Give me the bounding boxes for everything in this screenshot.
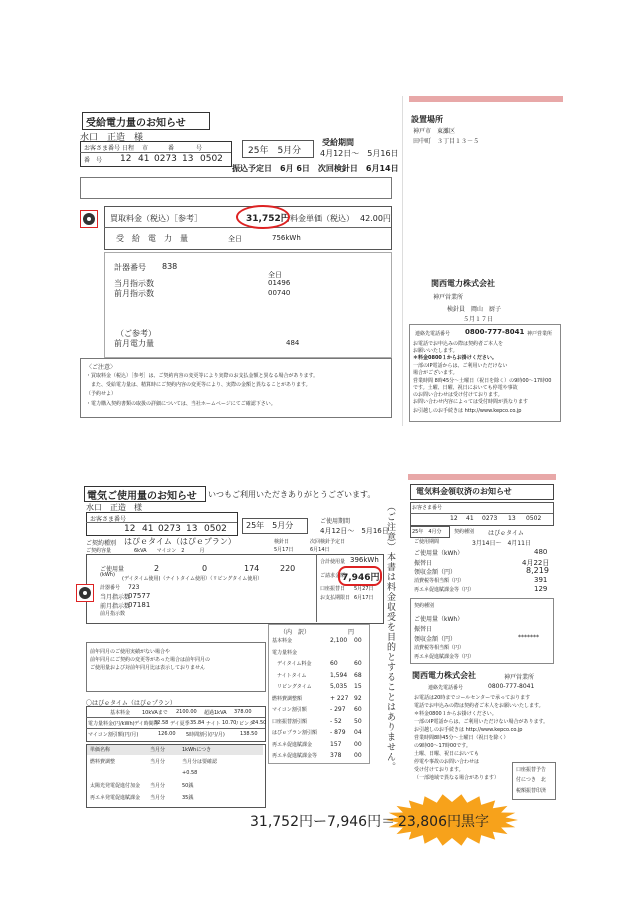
breakdown-decimal: 60 (354, 660, 362, 667)
breakdown-label: マイコン割引額 (272, 707, 307, 713)
bottom-usage-period-label: ご使用期間 (320, 518, 351, 525)
bottom-side-plan: はぴｅタイム (488, 530, 524, 537)
bottom-charge-highlight (338, 566, 382, 586)
breakdown-label: ナイトタイム (272, 672, 307, 679)
bottom-side-info-line: 土曜、日曜、祝日においても (414, 751, 480, 757)
breakdown-decimal: 92 (354, 694, 362, 702)
bottom-notice: 電気ご使用量のお知らせ いつもご利用いただきありがとうございます。 水口 正造 様 お客さま番号 12 41 0273 13 0502 25年 5月分 ご使用期間 4月12日～ 5月16日 ご契約種別 はぴｅタイム（はぴｅプラン） ご契約容量 6kVA マイコン 2 月 検針日 5月17日 次回検針予定日 6月14日 ご使用量 (kWh) 2 0 174 220 (デイタイム使用)（ナイトタイム使用）（リビングタイム使用） 計器番号 723 当月指示数 07577 前月指示数 07181 前月指示数 合計使用量 396kWh ご請求金額 7,946円 口座振替日 5月27日 お支払期限日 6月17日 （内 訳） 円 前年同月のご使用実績がない場合や 前年同月にご契約の変更等があった場合は前年同月の ご使用量および対前年同月比は表示しておりません 〇はぴｅタイム（はぴｅプラン） 基本料金 10kVAまで 2100.00 超過1kVA 378.00 電力量料金(円/kWh) デイ時間帯 32.58 デイ夏季 35.84 ナイト 10.70 リビング 24.50 マイコン割引額(円/月) 126.00 5時間割引(円/月) 138.50 （ご注意）本書は料金収受を目的とすることはありません。 基本料金 2,100 00 電力量料金 デイタイム料金 60 60 ナイトタイム 1,594 68 リビングタイム 5,035 15 燃料費調整額 + 227 92 マイコン割引額 - 297 60 口座振替割引額 - 52 50 はぴｅプラン割引額 - 879 04 再エネ促進賦課金 157 00 再エネ促進賦課金等 378 00 単価名称 当月分 1kWhにつき 燃料費調整 当月分 当月分は要確認 +0.58 太陽光発電促進付加金 当月分 50銭 再エネ発電促進賦課金 当月分 35銭 (84, 484, 404, 816)
bottom-charge-amount: 7,946円 (342, 573, 380, 583)
bottom-side-info-line: 電話でお申込みの際は契約者ご本人をお願いいたします。 (414, 703, 544, 709)
fuel-table-cell: 50銭 (182, 783, 194, 789)
bottom-side-info-line: 一部のIP電話からは、ご利用いただけない場合があります。 (414, 719, 549, 725)
top-this-month-label: 当月指示数 (114, 279, 154, 288)
top-note-1: ・買取料金（税込）［参考］は、ご契約内容の変更等により実際のお支払金額と異なる場合があります。 (86, 373, 319, 379)
top-customer-name: 水口 正造 様 (80, 133, 144, 143)
top-side-contact-label: 連絡先電話番号 (415, 331, 451, 337)
top-side-staff: 検針員 岡山 厨子 (447, 306, 502, 313)
bottom-customer-no-5: 0502 (204, 524, 227, 534)
top-purchase-label: 買取料金（税込）［参考］ (110, 214, 202, 223)
bottom-side-info-line: お引越しのお手続きは http://www.kepco.co.jp (414, 727, 523, 733)
top-empty-box (80, 177, 392, 199)
bottom-side-slip: 電気料金領収済のお知らせ お客さま番号 12 41 0273 13 0502 25年 4月分 契約種別 はぴｅタイム ご使用期間 3月14日～ 4月11日 ご使用量（kWh） 480 振替日 4月22日 領収金額（円） 8,219 消費税等相当額（円） 391 再エネ促進賦課金等（円） 129 契約種別 ご使用量（kWh） 振替日 領収金額（円） ******* 消費税等相当額（円） 再エネ促進賦課金等（円） 関西電力株式会社 神戸営業所 連絡先電話番号 0800-777-8041 口座振替予告 付につき 北 税額振替印済 お電話は20時までコールセンターで承っております 電話でお申込みの際は契約者ご本人をお願いいたします。 ＊料金0800１からお掛けください。 一部のIP電話からは、ご利用いただけない場合があります。 お引越しのお手続きは http://www.kepco.co.jp 営業時間8時45分～土曜日（祝日を除く） の9時00～17時00です。 土曜、日曜、祝日においても 停電や事故のお問い合わせは 受け付けております。 （一部地域で異なる場合があります） (408, 474, 556, 812)
top-customer-no-label: お客さま番号 (84, 145, 121, 152)
fuel-table-cell: 単価名称 (90, 747, 111, 753)
breakdown-value: 60 (330, 660, 338, 667)
fuel-table-cell: 太陽光発電促進付加金 (90, 783, 141, 789)
top-notice: 受給電力量のお知らせ 水口 正造 様 お客さま番号 番 号 日程 市 番 号 12 41 0273 13 0502 25年 5月分 受給期間 4月12日～ 5月16日 振込予定日 6月 6日 次回検針日 6月14日 買取料金（税込）［参考］ 31,752円 料金単価（税込） 42.00円 受 給 電 力 量 全日 756kWh 計器番号 838 全日 当月指示数 01496 前月指示数 00740 （ご参考） 前月電力量 484 〈ご注意〉 ・買取料金（税込）［参考］は、ご契約内容の変更等により実際のお支払金額と異なる場合があります。 また、受給電力量は、精算時にご契約内容の変更等により、実際の金額と異なることがあります。 （予約せよ） ・電力購入契約書類の取扱の詳細については、当社ホームページにてご確認下さい。 (76, 90, 394, 420)
bottom-rate-title: 〇はぴｅタイム（はぴｅプラン） (86, 700, 176, 707)
top-customer-no-1: 12 (120, 154, 132, 164)
top-unit-price-label: 料金単価（税込） (290, 214, 354, 223)
top-side-contact-phone: 0800-777-8041 (465, 328, 525, 336)
breakdown-decimal: 15 (354, 683, 362, 690)
top-customer-no-2: 41 (138, 154, 150, 164)
breakdown-label: 基本料金 (272, 638, 293, 644)
breakdown-value: - 297 (330, 706, 346, 713)
bottom-side-usage: 480 (534, 548, 548, 556)
top-period-range: 4月12日～ 5月16日 (320, 149, 399, 158)
bottom-side-info-line: （一部地域で異なる場合があります） (414, 775, 500, 781)
top-supply-label: 受 給 電 力 量 (116, 234, 188, 243)
top-supply-kwh: 756kWh (272, 234, 301, 242)
bottom-side-amount: 8,219 (526, 566, 549, 575)
top-period-month: 25年 5月分 (248, 146, 302, 156)
top-supply-period: 全日 (228, 235, 242, 243)
top-prev-power-label: 前月電力量 (114, 339, 154, 348)
fuel-table-cell: 35銭 (182, 795, 194, 801)
breakdown-label: リビングタイム (272, 684, 312, 690)
top-customer-no-5: 0502 (200, 154, 223, 164)
breakdown-decimal: 60 (354, 706, 362, 713)
top-meter-no-label: 計器番号 (114, 263, 146, 272)
fuel-table-cell: 当月分は要確認 (182, 759, 218, 765)
bottom-plan: はぴｅタイム（はぴｅプラン） (124, 537, 236, 546)
breakdown-label: はぴｅプラン割引額 (272, 730, 318, 736)
top-notes-box (80, 358, 392, 418)
breakdown-label: 再エネ促進賦課金 (272, 741, 313, 748)
top-side-place-label: 設置場所 (411, 115, 443, 124)
bottom-side-info-line: ＊料金0800１からお掛けください。 (414, 711, 497, 717)
bottom-greeting: いつもご利用いただきありがとうございます。 (208, 490, 376, 499)
bottom-usage-day: 2 (154, 564, 160, 573)
bottom-usage-living: 174 (244, 564, 260, 573)
gear-icon (80, 210, 98, 228)
breakdown-label: 口座振替割引額 (272, 718, 308, 725)
top-all-day: 全日 (268, 271, 282, 279)
breakdown-value: - 879 (330, 729, 346, 736)
top-note-2: また、受給電力量は、精算時にご契約内容の変更等により、実際の金額と異なることがあります。 (86, 382, 311, 388)
breakdown-decimal: 68 (354, 671, 362, 679)
fuel-table-cell: 当月分 (150, 783, 166, 789)
bottom-side-pink-bar (408, 474, 556, 480)
top-side-slip: 設置場所 神戸市 東灘区 田中町 ３丁目１３－５ 関西電力株式会社 神戸営業所 検針員 岡山 厨子 ５月１７日 連絡先電話番号 0800-777-8041 神戸営業所 お電話でお申込みの際は契約者ご本人を お願いいたします。 ＊料金0800１からお掛けください。 一部のIP電話からは、ご利用いただけない 場合がございます。 営業時間 8時45分～土曜日（祝日を除く）の9時00～17時00 です。土曜、日曜、祝日においても停電や事故 のお問い合わせは受け付けております。 お問い合わせ内容によっては受付時間が異なります お引越しのお手続きは http://www.kepco.co.jp (402, 96, 563, 426)
fuel-table-cell: 当月分 (150, 747, 166, 753)
bottom-usage-night: 0 (202, 564, 208, 573)
bottom-side-info-line: 営業時間8時45分～土曜日（祝日を除く） (414, 735, 509, 741)
fuel-table-cell: +0.58 (182, 770, 198, 776)
top-period-label: 受給期間 (322, 138, 354, 147)
top-prev-month-label: 前月指示数 (114, 289, 154, 298)
top-this-month-value: 01496 (268, 279, 291, 287)
breakdown-value: 1,594 (330, 671, 348, 679)
bottom-title: 電気ご使用量のお知らせ (87, 491, 197, 502)
top-schedule: 振込予定日 6月 6日 次回検針日 6月14日 (232, 164, 399, 173)
top-side-pink-bar (409, 96, 563, 102)
bottom-usage-other: 220 (280, 564, 296, 573)
breakdown-label: 電力量料金 (272, 649, 298, 656)
top-meter-no: 838 (162, 262, 178, 271)
bottom-customer-no-3: 0273 (158, 524, 181, 534)
breakdown-label: 燃料費調整額 (272, 695, 303, 702)
bottom-side-info-line: 停電や事故のお問い合わせは (414, 759, 480, 765)
bottom-customer-no-2: 41 (142, 524, 154, 534)
breakdown-decimal: 00 (354, 740, 362, 748)
fuel-table-cell: 当月分 (150, 759, 166, 765)
breakdown-value: + 227 (330, 694, 349, 702)
top-notes-title: 〈ご注意〉 (86, 364, 117, 371)
breakdown-value: 2,100 (330, 637, 348, 644)
bottom-side-period: 25年 4月分 (412, 529, 442, 535)
breakdown-decimal: 00 (354, 752, 362, 759)
top-title: 受給電力量のお知らせ (86, 118, 186, 129)
gear-icon (76, 584, 94, 602)
bottom-customer-no-1: 12 (124, 524, 136, 534)
breakdown-value: 378 (330, 752, 342, 759)
top-side-place-line-2: 田中町 ３丁目１３－５ (413, 138, 480, 145)
bottom-side-company: 関西電力株式会社 (412, 671, 476, 680)
bottom-side-info-line: お電話は20時までコールセンターで承っております (414, 695, 531, 701)
breakdown-value: - 52 (330, 717, 342, 725)
bottom-side-info-line: の9時00～17時00です。 (414, 743, 471, 749)
breakdown-decimal: 50 (354, 717, 362, 725)
fuel-table-cell: 1kWhにつき (182, 747, 212, 753)
top-side-company: 関西電力株式会社 (431, 279, 495, 288)
top-customer-no-4: 13 (182, 154, 194, 164)
top-prev-month-value: 00740 (268, 289, 291, 297)
top-unit-price: 42.00円 (360, 214, 391, 223)
fuel-table-cell: 燃料費調整 (90, 759, 116, 765)
top-side-office: 神戸営業所 (433, 294, 464, 301)
breakdown-value: 157 (330, 740, 342, 748)
breakdown-label: デイタイム料金 (272, 661, 312, 667)
bottom-side-title: 電気料金領収済のお知らせ (416, 487, 512, 496)
summary-formula: 31,752円ー7,946円＝ (250, 814, 396, 830)
breakdown-decimal: 00 (354, 637, 362, 644)
bottom-side-info-line: 受け付けております。 (414, 767, 464, 773)
breakdown-label: 再エネ促進賦課金等 (272, 753, 318, 759)
bottom-vertical-note: （ご注意）本書は料金収受を目的とすることはありません。 (385, 502, 395, 772)
bottom-total-usage: 396kWh (350, 556, 379, 564)
fuel-table-cell: 再エネ発電促進賦課金 (90, 795, 141, 801)
top-side-date: ５月１７日 (463, 316, 494, 323)
fuel-table-cell: 当月分 (150, 795, 166, 801)
top-purchase-amount: 31,752円 (246, 214, 290, 224)
summary-result: 23,806円黒字 (398, 814, 489, 830)
top-side-place-line-1: 神戸市 東灘区 (413, 128, 456, 135)
bottom-period-month: 25年 5月分 (246, 521, 294, 530)
bottom-side-contact-phone: 0800-777-8041 (488, 683, 535, 690)
top-note-4: ・電力購入契約書類の取扱の詳細については、当社ホームページにてご確認下さい。 (86, 401, 276, 407)
top-note-3: （予約せよ） (86, 391, 117, 397)
top-purchase-highlight (236, 205, 290, 229)
top-prev-power-value: 484 (286, 339, 300, 347)
bottom-usage-period: 4月12日～ 5月16日 (320, 527, 389, 535)
breakdown-value: 5,035 (330, 683, 348, 690)
top-customer-no-3: 0273 (154, 154, 177, 164)
breakdown-decimal: 04 (354, 729, 362, 736)
bottom-customer-name: 水口 正造 様 (86, 503, 142, 512)
bottom-customer-no-4: 13 (186, 524, 198, 534)
top-ref-label: （ご参考） (116, 329, 156, 338)
